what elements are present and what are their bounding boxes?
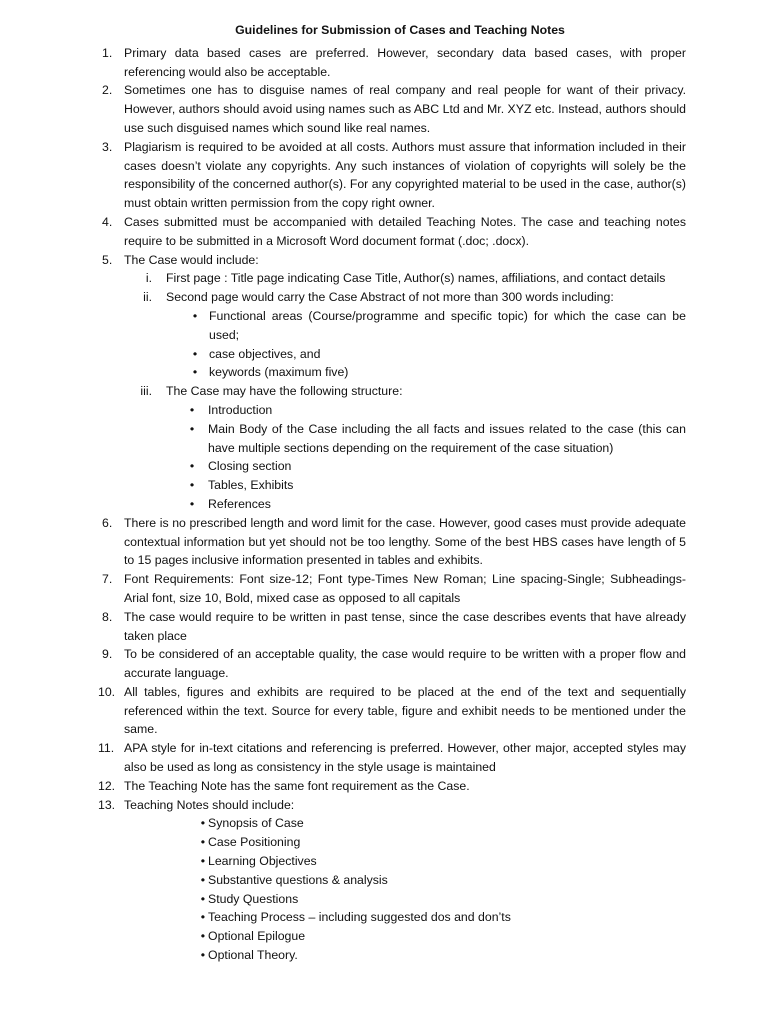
item-text: To be considered of an acceptable quality, the case would require to be written with a proper flow and accurate language. [124, 647, 686, 681]
bullet-icon: • [192, 308, 198, 323]
bullet-icon: • [189, 496, 195, 511]
list-item [104, 570, 686, 608]
item-number: 4. [102, 214, 113, 229]
item-text: Primary data based cases are preferred. However, secondary data based cases, with proper referencing would also be acceptable. [124, 45, 686, 79]
item-number: 12. [98, 778, 116, 793]
list-item [98, 739, 686, 777]
item-number: 10. [98, 684, 116, 699]
bullet-item [186, 495, 686, 514]
case-part-item [124, 382, 686, 401]
teaching-note-item [183, 833, 686, 852]
bullet-item [186, 401, 686, 420]
item-text: Teaching Notes should include: [124, 797, 295, 812]
list-item [104, 608, 686, 646]
bullet-text: Tables, Exhibits [208, 478, 294, 493]
item-text: The Case would include: [124, 252, 259, 267]
item-text: There is no prescribed length and word limit for the case. However, good cases must provide adequate contextual information but yet should not be too lengthy. Some of the best HBS cases have length of 5 to 15 pages inclusive information presented in tables and exhibits. [124, 515, 686, 568]
list-item [104, 213, 686, 251]
teaching-note-item [183, 871, 686, 890]
list-item [98, 796, 686, 965]
list-item [104, 514, 686, 570]
bullet-item [186, 457, 686, 476]
item-number: 5. [102, 252, 113, 267]
document-title: Guidelines for Submission of Cases and Teaching Notes [235, 23, 565, 37]
structure-bullets [124, 401, 686, 514]
bullet-text: Functional areas (Course/programme and specific topic) for which the case can be used; [209, 308, 686, 342]
teaching-note-text: Optional Theory. [208, 948, 298, 963]
item-number: 11. [98, 741, 115, 756]
bullet-icon: • [200, 910, 205, 925]
bullet-item [186, 476, 686, 495]
bullet-icon: • [200, 948, 205, 963]
case-part-text: First page : Title page indicating Case Title, Author(s) names, affiliations, and contact details [166, 271, 666, 286]
bullet-icon: • [200, 816, 205, 831]
item-text: The case would require to be written in past tense, since the case describes events that have already taken place [124, 609, 686, 643]
teaching-note-text: Optional Epilogue [208, 929, 306, 944]
case-part-text: Second page would carry the Case Abstract of not more than 300 words including: [166, 290, 614, 305]
bullet-icon: • [200, 891, 205, 906]
bullet-icon: • [189, 421, 195, 436]
item-text: The Teaching Note has the same font requirement as the Case. [124, 778, 470, 793]
bullet-icon: • [189, 478, 195, 493]
item-number: 8. [102, 609, 113, 624]
item-number: 6. [102, 515, 113, 530]
item-number: 3. [102, 139, 113, 154]
item-text: APA style for in-text citations and referencing is preferred. However, other major, accepted styles may also be used as long as consistency in the style usage is maintained [124, 741, 686, 775]
bullet-icon: • [192, 365, 198, 380]
roman-number: ii. [143, 290, 152, 305]
teaching-note-text: Study Questions [208, 891, 299, 906]
item-number: 1. [102, 45, 113, 60]
item-number: 13. [98, 797, 116, 812]
teaching-note-item [183, 946, 686, 965]
bullet-text: Main Body of the Case including the all facts and issues related to the case (this can have multiple sections depending on the requirement of the case situation) [208, 421, 686, 455]
teaching-note-text: Substantive questions & analysis [208, 872, 388, 887]
bullet-text: case objectives, and [209, 346, 321, 361]
teaching-note-item [183, 890, 686, 909]
case-parts-list [124, 269, 686, 307]
roman-number: i. [145, 271, 152, 286]
bullet-icon: • [200, 872, 205, 887]
roman-number: iii. [140, 384, 152, 399]
bullet-icon: • [192, 346, 198, 361]
item-number: 9. [102, 647, 113, 662]
teaching-note-item [183, 927, 686, 946]
bullet-icon: • [189, 459, 195, 474]
case-part-item [124, 288, 686, 307]
teaching-note-text: Synopsis of Case [208, 816, 304, 831]
bullet-icon: • [200, 854, 205, 869]
teaching-note-item [183, 852, 686, 871]
case-parts-list [124, 382, 686, 401]
bullet-text: Introduction [208, 402, 273, 417]
list-item [104, 251, 686, 514]
bullet-icon: • [200, 835, 205, 850]
list-item [98, 683, 686, 739]
bullet-text: keywords (maximum five) [209, 365, 349, 380]
bullet-item [189, 307, 686, 345]
list-item [104, 44, 686, 82]
teaching-notes-list [124, 814, 686, 964]
teaching-note-text: Teaching Process – including suggested dos and don’ts [208, 910, 511, 925]
bullet-item [186, 420, 686, 458]
item-text: Font Requirements: Font size-12; Font type-Times New Roman; Line spacing-Single; Subheadings-Arial font, size 10, Bold, mixed case as opposed to all capitals [124, 572, 686, 605]
abstract-bullets [124, 307, 686, 382]
bullet-item [189, 363, 686, 382]
teaching-note-text: Case Positioning [208, 835, 301, 850]
bullet-icon: • [200, 929, 205, 944]
teaching-note-text: Learning Objectives [208, 854, 317, 869]
case-part-text: The Case may have the following structure: [166, 384, 403, 399]
item-number: 7. [102, 572, 113, 587]
teaching-note-item [183, 814, 686, 833]
item-text: All tables, figures and exhibits are required to be placed at the end of the text and sequentially referenced within the text. Source for every table, figure and exhibit needs to be mentioned under the same. [124, 684, 686, 737]
teaching-note-item [183, 908, 686, 927]
item-text: Cases submitted must be accompanied with detailed Teaching Notes. The case and teaching notes require to be submitted in a Microsoft Word document format (.doc; .docx). [124, 214, 686, 248]
item-text: Sometimes one has to disguise names of real company and real people for want of their privacy. However, authors should avoid using names such as ABC Ltd and Mr. XYZ etc. Instead, authors should use such disguised names which sound like real names. [124, 83, 686, 135]
bullet-icon: • [189, 402, 195, 417]
guidelines-list [98, 44, 686, 965]
bullet-text: Closing section [208, 459, 292, 474]
bullet-item [189, 345, 686, 364]
bullet-text: References [208, 496, 271, 511]
list-item [98, 777, 686, 796]
item-text: Plagiarism is required to be avoided at all costs. Authors must assure that information included in their cases doesn’t violate any copyrights. Any such instances of violation of copyrights will solely be the responsibility of the concerned author(s). For any copyrighted material to be used in the case, author(s) must obtain written permission from the copy right owner. [124, 139, 686, 211]
list-item [104, 645, 686, 683]
case-part-item [124, 269, 686, 288]
item-number: 2. [102, 83, 113, 98]
list-item [104, 81, 686, 137]
list-item [104, 138, 686, 213]
